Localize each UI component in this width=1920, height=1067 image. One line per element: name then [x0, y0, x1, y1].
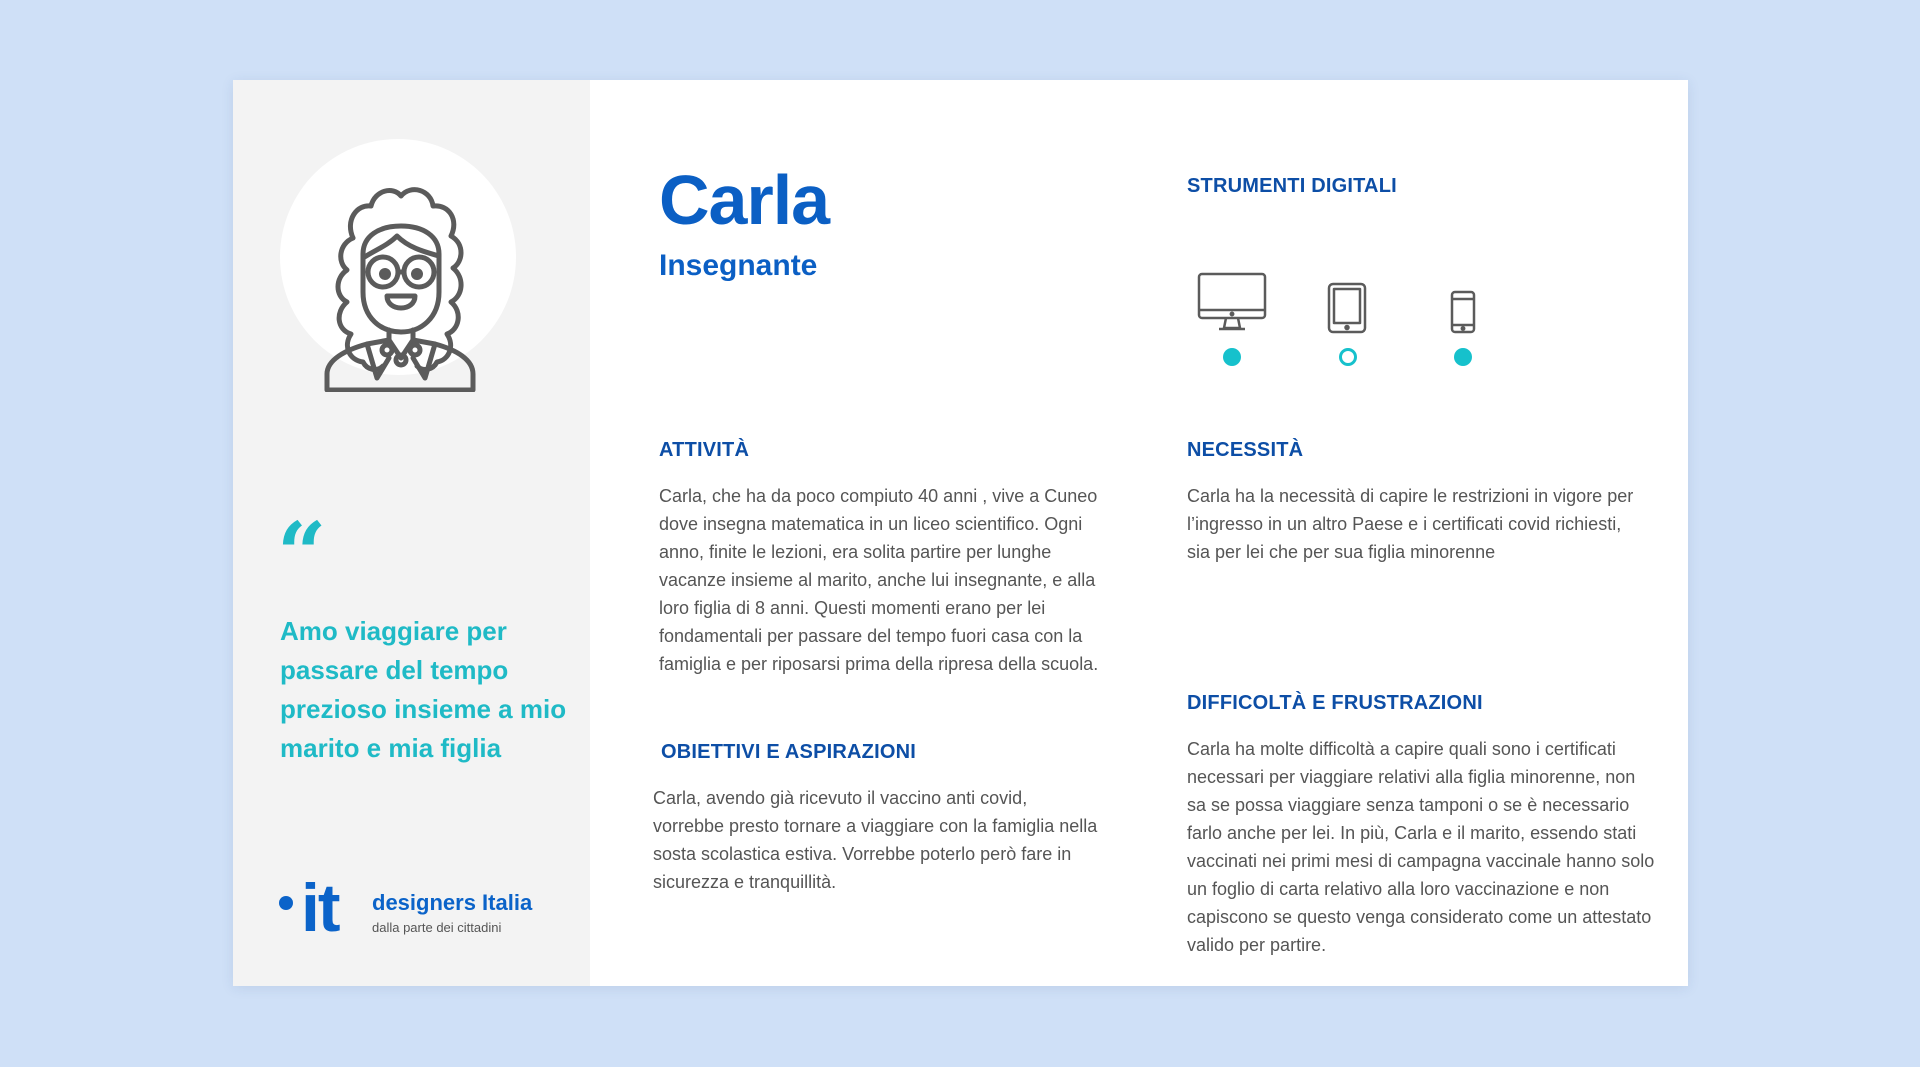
tablet-icon — [1327, 282, 1367, 334]
designers-italia-logo[interactable] — [279, 870, 579, 950]
smartphone-icon — [1450, 290, 1476, 334]
difficolta-heading: DIFFICOLTÀ E FRUSTRAZIONI — [1187, 692, 1483, 714]
attivita-text: Carla, che ha da poco compiuto 40 anni , vive a Cuneo dove insegna matematica in un liceo scientifico. Ogni anno, finite le lezioni, era solita partire per lunghe vacanze insieme al marito, anche lui insegnante, e alla loro figlia di 8 anni. Questi momenti erano per lei fondamentali per passare del tempo fuori casa con la famiglia e per riposarsi prima della ripresa della scuola. — [659, 486, 1099, 674]
strumenti-heading: STRUMENTI DIGITALI — [1187, 175, 1397, 197]
logo-name: designers Italia — [372, 890, 533, 915]
logo-mark: it — [301, 870, 339, 946]
difficolta-text: Carla ha molte difficoltà a capire quali sono i certificati necessari per viaggiare relativi alla figlia minorenne, non sa se possa viaggiare senza tamponi o se è necessario farlo anche per lei. In più, Carla e il marito, essendo stati vaccinati nei primi mesi di campagna vaccinale hanno solo un foglio di carta relativo alla loro vaccinazione e non capiscono se questo venga considerato come un attestato valido per partire. — [1187, 739, 1655, 955]
persona-card — [233, 80, 1688, 986]
desktop-usage-indicator — [1223, 348, 1241, 366]
persona-name: Carla — [659, 161, 830, 239]
necessita-text: Carla ha la necessità di capire le restrizioni in vigore per l’ingresso in un altro Paese e i certificati covid richiesti, sia per lei che per sua figlia minorenne — [1187, 486, 1634, 562]
necessita-heading: NECESSITÀ — [1187, 439, 1304, 461]
persona-quote: Amo viaggiare per passare del tempo prezioso insieme a mio marito e mia figlia — [280, 616, 567, 763]
quote-icon: “ — [277, 504, 327, 605]
obiettivi-heading: OBIETTIVI E ASPIRAZIONI — [661, 741, 916, 763]
avatar — [305, 180, 491, 392]
logo-dot-icon — [279, 896, 293, 910]
attivita-heading: ATTIVITÀ — [659, 439, 750, 461]
persona-sidebar — [233, 80, 590, 986]
smartphone-usage-indicator — [1454, 348, 1472, 366]
obiettivi-text: Carla, avendo già ricevuto il vaccino anti covid, vorrebbe presto tornare a viaggiare con la famiglia nella sosta scolastica estiva. Vorrebbe poterlo però fare in sicurezza e tranquillità. — [653, 788, 1098, 892]
desktop-icon — [1197, 272, 1267, 332]
persona-role: Insegnante — [659, 249, 818, 282]
logo-tagline: dalla parte dei cittadini — [372, 920, 502, 935]
tablet-usage-indicator — [1339, 348, 1357, 366]
